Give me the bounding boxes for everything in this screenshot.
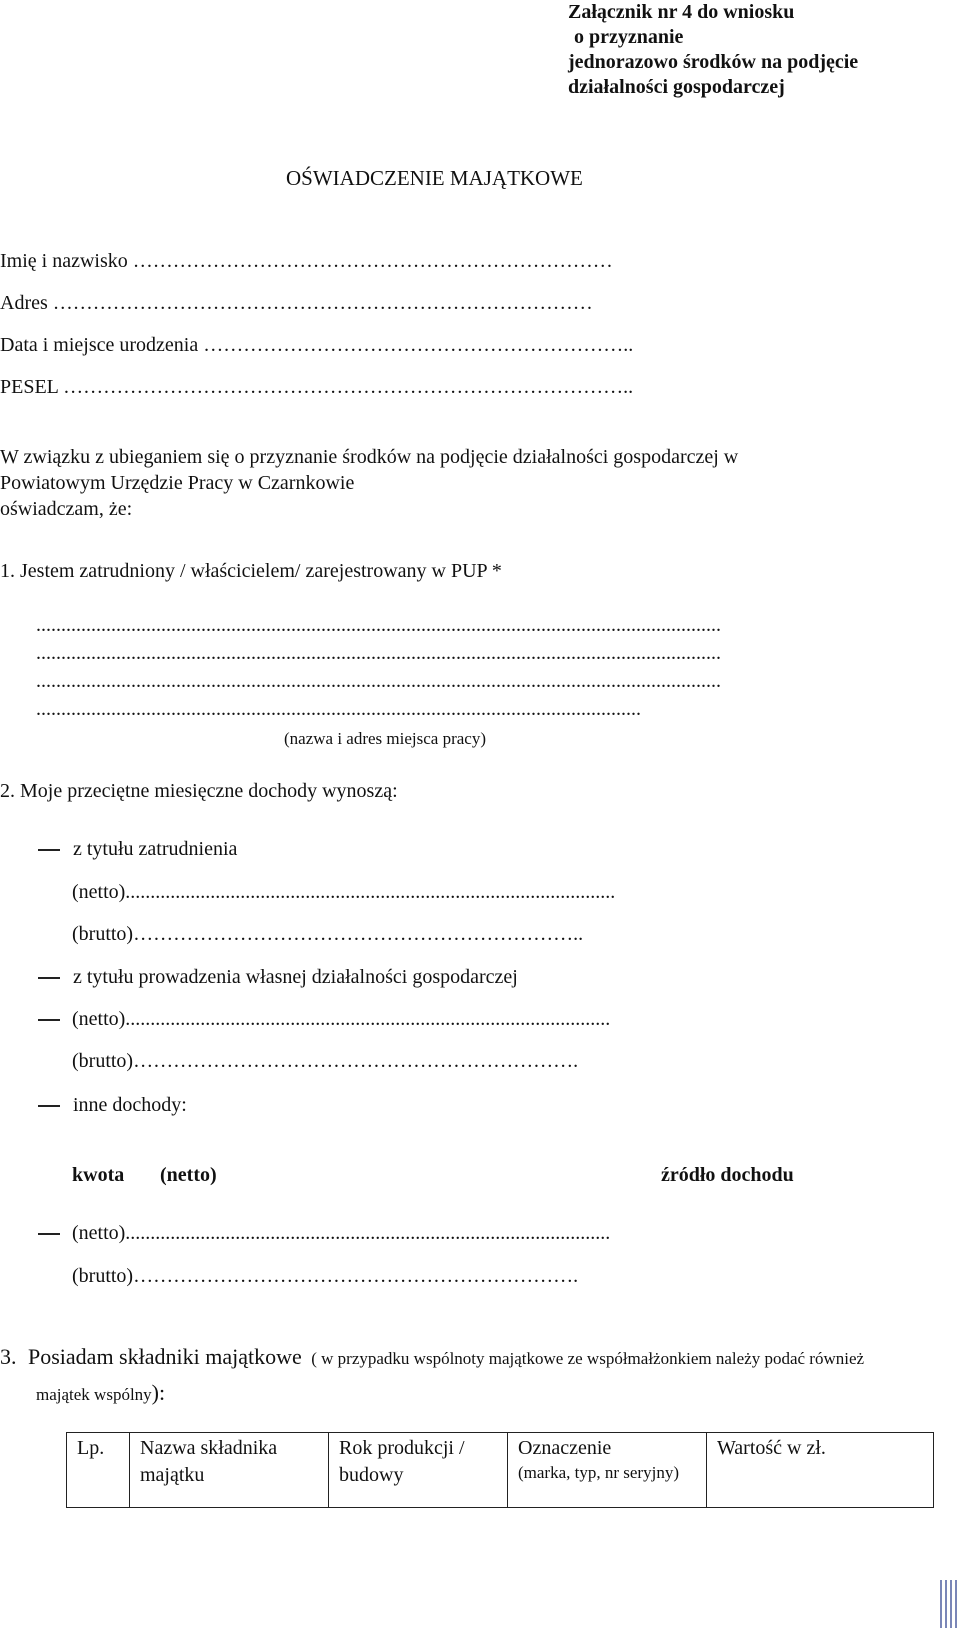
barcode-icon: [940, 1580, 960, 1628]
other-income-label: inne dochody:: [73, 1094, 187, 1116]
dash-icon: [38, 1233, 60, 1235]
section2-heading: 2. Moje przeciętne miesięczne dochody wynoszą:: [0, 780, 398, 802]
document-title: OŚWIADCZENIE MAJĄTKOWE: [286, 166, 583, 190]
birth-field[interactable]: Data i miejsce urodzenia ………………………………………………………..: [0, 334, 634, 356]
table-header-asset-name: [130, 1433, 329, 1508]
attachment-label-line2: o przyznanie: [574, 26, 684, 48]
income-source-label: źródło dochodu: [661, 1164, 794, 1186]
workplace-line3[interactable]: .........................................................................................................................................: [36, 670, 721, 692]
dash-icon: [38, 977, 60, 979]
section3-note-line2-wrap: [36, 1380, 165, 1406]
amount-column-label: kwota: [72, 1164, 125, 1186]
header-cell-text: Oznaczenie: [518, 1437, 612, 1459]
net-column-label: (netto): [160, 1164, 217, 1186]
intro-line1: W związku z ubieganiem się o przyznanie środków na podjęcie działalności gospodarczej w: [0, 446, 739, 468]
employment-gross-field[interactable]: (brutto)…………………………………………………………..: [72, 923, 584, 945]
workplace-caption: (nazwa i adres miejsca pracy): [284, 729, 486, 748]
section1-heading: 1. Jestem zatrudniony / właścicielem/ zarejestrowany w PUP *: [0, 560, 502, 582]
dash-icon: [38, 849, 60, 851]
employment-net-field[interactable]: (netto)..................................................................................................: [72, 881, 616, 903]
workplace-line2[interactable]: .........................................................................................................................................: [36, 642, 721, 664]
intro-line2: Powiatowym Urzędzie Pracy w Czarnkowie: [0, 472, 355, 494]
header-cell-text: Lp.: [77, 1437, 105, 1459]
section3-heading-line: [0, 1344, 864, 1370]
header-cell-text: Nazwa składnika majątku: [140, 1437, 278, 1486]
table-header-value: [707, 1433, 934, 1508]
business-gross-field[interactable]: (brutto)………………………………………………………….: [72, 1050, 579, 1072]
section3-note-close: ):: [151, 1380, 166, 1405]
attachment-label-line4: działalności gospodarczej: [568, 76, 785, 98]
attachment-label-line1: Załącznik nr 4 do wniosku: [568, 1, 795, 23]
other-gross-field[interactable]: (brutto)………………………………………………………….: [72, 1265, 579, 1287]
name-field[interactable]: Imię i nazwisko ………………………………………………………………: [0, 250, 613, 272]
section3-number: 3.: [0, 1344, 17, 1369]
other-net-field[interactable]: (netto).................................................................................................: [72, 1222, 611, 1244]
header-cell-text: Wartość w zł.: [717, 1437, 826, 1459]
dash-icon: [38, 1019, 60, 1021]
header-cell-text: Rok produkcji / budowy: [339, 1437, 465, 1486]
section3-note-line1: ( w przypadku wspólnoty majątkowe ze współmałżonkiem należy podać również: [311, 1349, 865, 1368]
business-net-field[interactable]: (netto).................................................................................................: [72, 1008, 611, 1030]
header-cell-subtext: (marka, typ, nr seryjny): [518, 1463, 679, 1482]
table-header-lp: [67, 1433, 130, 1508]
assets-table: [66, 1432, 934, 1508]
business-label: z tytułu prowadzenia własnej działalności gospodarczej: [73, 966, 518, 988]
table-header-designation: [508, 1433, 707, 1508]
intro-line3: oświadczam, że:: [0, 498, 133, 520]
address-field[interactable]: Adres ………………………………………………………………………: [0, 292, 593, 314]
attachment-label-line3: jednorazowo środków na podjęcie: [568, 51, 859, 73]
table-header-row: [67, 1433, 934, 1508]
employment-label: z tytułu zatrudnienia: [73, 838, 238, 860]
workplace-line1[interactable]: .........................................................................................................................................: [36, 614, 721, 636]
pesel-field[interactable]: PESEL …………………………………………………………………………..: [0, 376, 634, 398]
section3-note-line2: majątek wspólny: [36, 1385, 152, 1404]
dash-icon: [38, 1105, 60, 1107]
workplace-line4[interactable]: .........................................................................................................................: [36, 698, 641, 720]
section3-heading: Posiadam składniki majątkowe: [28, 1344, 302, 1369]
table-header-production-year: [329, 1433, 508, 1508]
